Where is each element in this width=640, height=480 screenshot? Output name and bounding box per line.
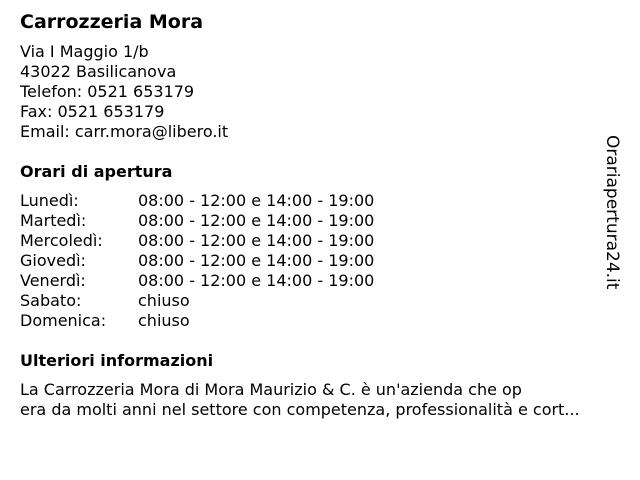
hours-row-saturday	[20, 291, 374, 311]
day-label: Venerdì:	[20, 271, 86, 290]
email-line: Email: carr.mora@libero.it	[20, 122, 229, 141]
info-line-2: era da molti anni nel settore con competenza, professionalità e cort...	[20, 400, 580, 419]
hours-title: Orari di apertura	[20, 162, 173, 181]
day-label: Sabato:	[20, 291, 82, 310]
info-description	[20, 380, 620, 420]
hours-table	[20, 191, 374, 331]
address-city: 43022 Basilicanova	[20, 62, 177, 81]
day-label: Giovedì:	[20, 251, 86, 270]
phone-line: Telefon: 0521 653179	[20, 82, 195, 101]
day-hours: chiuso	[138, 291, 190, 310]
business-card	[20, 10, 620, 420]
fax-line: Fax: 0521 653179	[20, 102, 165, 121]
day-label: Lunedì:	[20, 191, 79, 210]
info-line-1: La Carrozzeria Mora di Mora Maurizio & C. è un'azienda che op	[20, 380, 522, 399]
day-label: Martedì:	[20, 211, 87, 230]
day-hours: 08:00 - 12:00 e 14:00 - 19:00	[138, 231, 375, 250]
hours-row-monday	[20, 191, 374, 211]
day-label: Domenica:	[20, 311, 107, 330]
hours-row-tuesday	[20, 211, 374, 231]
day-hours: 08:00 - 12:00 e 14:00 - 19:00	[138, 271, 375, 290]
day-hours: 08:00 - 12:00 e 14:00 - 19:00	[138, 191, 375, 210]
business-name: Carrozzeria Mora	[20, 11, 204, 33]
site-watermark: Orariapertura24.it	[602, 135, 622, 290]
day-hours: 08:00 - 12:00 e 14:00 - 19:00	[138, 211, 375, 230]
day-hours: chiuso	[138, 311, 190, 330]
hours-row-friday	[20, 271, 374, 291]
hours-row-sunday	[20, 311, 374, 331]
info-title: Ulteriori informazioni	[20, 351, 214, 370]
address-street: Via I Maggio 1/b	[20, 42, 149, 61]
hours-row-thursday	[20, 251, 374, 271]
day-hours: 08:00 - 12:00 e 14:00 - 19:00	[138, 251, 375, 270]
hours-row-wednesday	[20, 231, 374, 251]
day-label: Mercoledì:	[20, 231, 103, 250]
address-block	[20, 42, 620, 142]
